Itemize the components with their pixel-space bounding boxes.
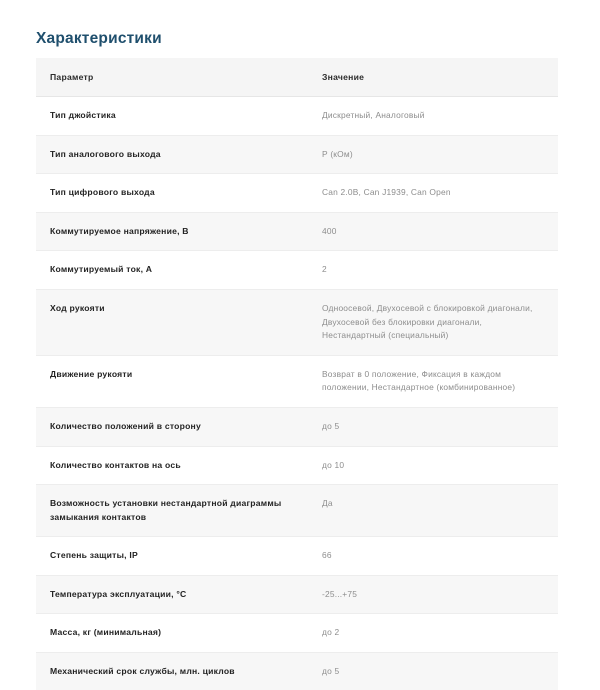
table-row	[36, 355, 558, 407]
table-body	[36, 97, 558, 690]
table-row	[36, 251, 558, 290]
table-row	[36, 446, 558, 485]
table-cell-param: Тип джойстика	[36, 97, 308, 136]
table-row	[36, 536, 558, 575]
table-cell-value: Р (кОм)	[308, 135, 558, 174]
table-cell-param: Тип цифрового выхода	[36, 174, 308, 213]
table-cell-value: 400	[308, 212, 558, 251]
table-cell-value: Дискретный, Аналоговый	[308, 97, 558, 136]
table-row	[36, 174, 558, 213]
table-row	[36, 575, 558, 614]
table-cell-value: Возврат в 0 положение, Фиксация в каждом положении, Нестандартное (комбинированное)	[308, 355, 558, 407]
table-cell-param: Ход рукояти	[36, 290, 308, 356]
page-title: Характеристики	[36, 30, 162, 49]
table-cell-value: 66	[308, 536, 558, 575]
table-cell-value: до 2	[308, 614, 558, 653]
table-cell-param: Количество контактов на ось	[36, 446, 308, 485]
table-cell-param: Возможность установки нестандартной диаграммы замыкания контактов	[36, 485, 308, 537]
table-row	[36, 408, 558, 447]
table-row	[36, 290, 558, 356]
table-cell-param: Движение рукояти	[36, 355, 308, 407]
table-row	[36, 135, 558, 174]
table-row	[36, 485, 558, 537]
table-header	[36, 58, 558, 97]
table-cell-value: Can 2.0B, Can J1939, Can Open	[308, 174, 558, 213]
table-cell-value: Да	[308, 485, 558, 537]
table-row	[36, 614, 558, 653]
table-cell-param: Степень защиты, IP	[36, 536, 308, 575]
table-row	[36, 97, 558, 136]
table-row	[36, 652, 558, 690]
table-cell-value: -25...+75	[308, 575, 558, 614]
table-header-row	[36, 58, 558, 97]
table-cell-value: до 5	[308, 652, 558, 690]
table-cell-param: Коммутируемое напряжение, В	[36, 212, 308, 251]
table-cell-value: 2	[308, 251, 558, 290]
column-header-value: Значение	[308, 58, 558, 97]
column-header-param: Параметр	[36, 58, 308, 97]
table-cell-value: до 10	[308, 446, 558, 485]
table-cell-param: Количество положений в сторону	[36, 408, 308, 447]
table-cell-param: Тип аналогового выхода	[36, 135, 308, 174]
table-cell-param: Коммутируемый ток, А	[36, 251, 308, 290]
table-cell-value: до 5	[308, 408, 558, 447]
table-cell-param: Температура эксплуатации, °C	[36, 575, 308, 614]
table-row	[36, 212, 558, 251]
table-cell-value: Одноосевой, Двухосевой с блокировкой диагонали, Двухосевой без блокировки диагонали, Нестандартный (специальный)	[308, 290, 558, 356]
table-cell-param: Масса, кг (минимальная)	[36, 614, 308, 653]
specifications-table	[36, 58, 558, 690]
table-cell-param: Механический срок службы, млн. циклов	[36, 652, 308, 690]
